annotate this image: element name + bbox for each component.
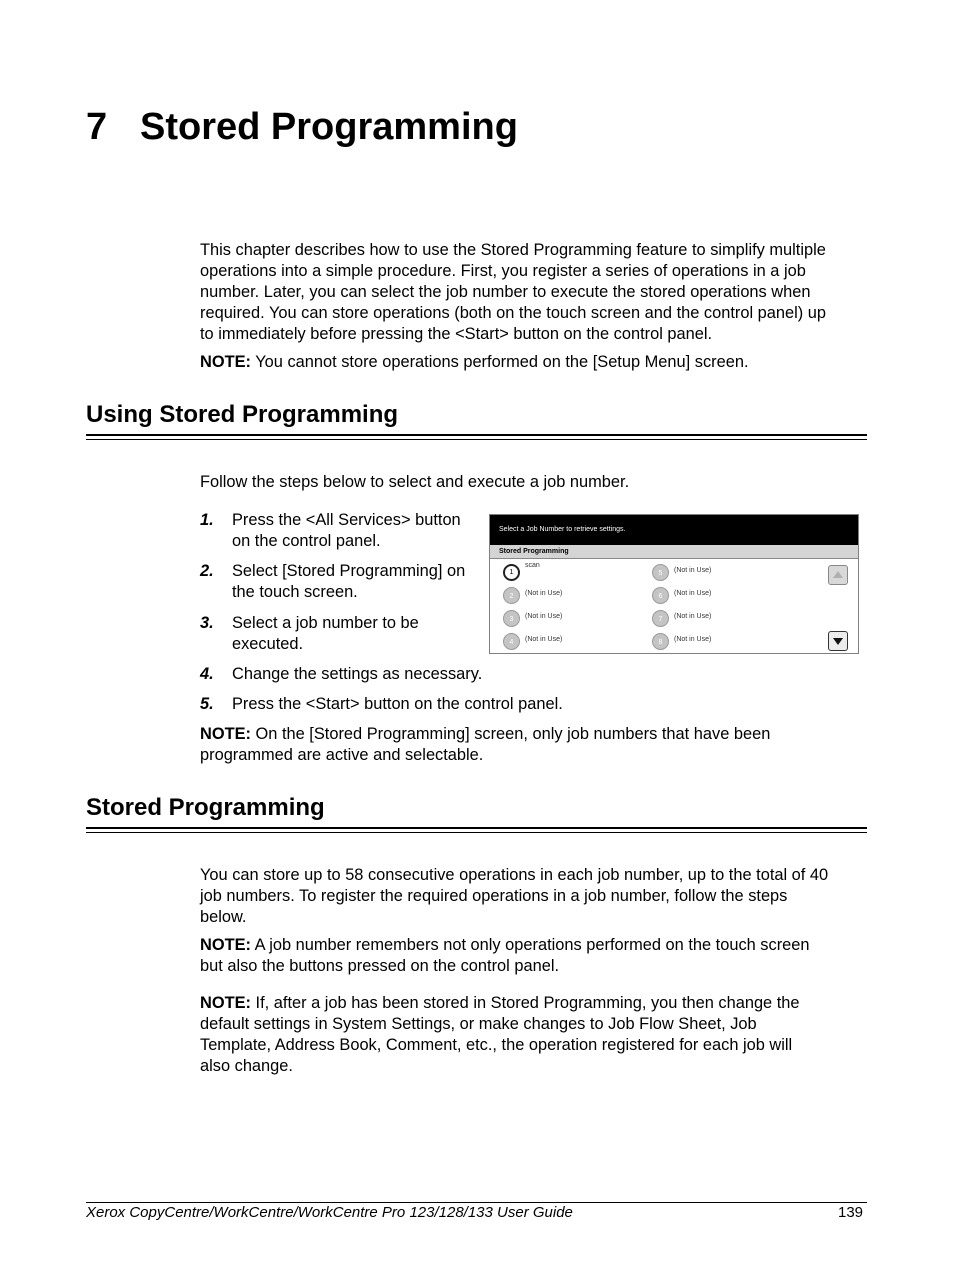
job-label: (Not in Use) (525, 613, 563, 620)
scroll-up-button[interactable] (828, 565, 848, 585)
step-number: 1. (200, 511, 214, 529)
job-number: 5 (652, 564, 669, 581)
note-label: NOTE: (200, 353, 251, 371)
job-number: 2 (503, 587, 520, 604)
intro-paragraph (200, 240, 868, 345)
arrow-down-icon (829, 632, 847, 650)
note-text: You cannot store operations performed on the [Setup Menu] screen. (251, 353, 749, 371)
section2-paragraph: You can store up to 58 consecutive operations in each job number, up to the total of 40 job numbers. To register the required operations in a job number, follow the steps below. (200, 866, 829, 926)
screen-header: Select a Job Number to retrieve settings. (490, 515, 858, 545)
step-number: 2. (200, 562, 214, 580)
step-text: Select [Stored Programming] on the touch screen. (232, 562, 466, 601)
scroll-down-button[interactable] (828, 631, 848, 651)
job-label: (Not in Use) (674, 636, 712, 643)
section-rule (86, 434, 867, 436)
job-number: 3 (503, 610, 520, 627)
job-number: 1 (503, 564, 520, 581)
step-number: 5. (200, 695, 214, 713)
arrow-up-icon (829, 566, 847, 584)
intro-line: required. You can store operations (both on the touch screen and the control panel) up (200, 304, 827, 322)
job-number: 7 (652, 610, 669, 627)
section-title-using-stored-programming: Using Stored Programming (86, 401, 399, 428)
intro-line: to immediately before pressing the <Start> button on the control panel. (200, 325, 713, 343)
note-label: NOTE: (200, 936, 251, 954)
section2-note-2: NOTE: If, after a job has been stored in Stored Programming, you then change the default settings in System Settings, or make changes to Job Flow Sheet, Job Template, Address Book, Comment, etc., the operation registered for each job will also change. (200, 994, 800, 1075)
section-rule (86, 827, 867, 829)
section2-note-1: NOTE: A job number remembers not only operations performed on the touch screen but also the buttons pressed on the control panel. (200, 936, 810, 975)
job-label: (Not in Use) (674, 590, 712, 597)
step-text: Select a job number to be executed. (232, 614, 419, 653)
step-text: Change the settings as necessary. (232, 665, 483, 683)
job-number: 6 (652, 587, 669, 604)
intro-line: operations into a simple procedure. First, you register a series of operations in a job (200, 262, 806, 280)
intro-line: This chapter describes how to use the Stored Programming feature to simplify multiple (200, 241, 826, 259)
job-label: scan (525, 562, 540, 569)
step-text: Press the <Start> button on the control panel. (232, 695, 563, 713)
job-label: (Not in Use) (525, 636, 563, 643)
section1-note: NOTE: On the [Stored Programming] screen, only job numbers that have been programmed are active and selectable. (200, 725, 771, 764)
job-number: 8 (652, 633, 669, 650)
section-rule-thin (86, 832, 867, 833)
stored-programming-screen (489, 514, 859, 654)
intro-note (200, 352, 868, 373)
chapter-number: 7 (86, 106, 108, 148)
job-label: (Not in Use) (674, 613, 712, 620)
step-number: 3. (200, 614, 214, 632)
intro-line: number. Later, you can select the job number to execute the stored operations when (200, 283, 811, 301)
footer-guide-title: Xerox CopyCentre/WorkCentre/WorkCentre Pro 123/128/133 User Guide (86, 1204, 573, 1221)
job-label: (Not in Use) (525, 590, 563, 597)
page-number: 139 (838, 1204, 864, 1221)
chapter-title-text: Stored Programming (140, 106, 518, 148)
job-label: (Not in Use) (674, 567, 712, 574)
note-label: NOTE: (200, 994, 251, 1012)
section-title-stored-programming: Stored Programming (86, 794, 325, 821)
step-text: Press the <All Services> button on the control panel. (232, 511, 461, 550)
job-number: 4 (503, 633, 520, 650)
section-rule-thin (86, 439, 867, 440)
step-number: 4. (200, 665, 214, 683)
chapter-title (86, 106, 518, 149)
footer-rule (86, 1202, 867, 1203)
note-label: NOTE: (200, 725, 251, 743)
section1-lead: Follow the steps below to select and execute a job number. (200, 473, 630, 491)
screen-tab-stored-programming[interactable]: Stored Programming (490, 545, 858, 559)
